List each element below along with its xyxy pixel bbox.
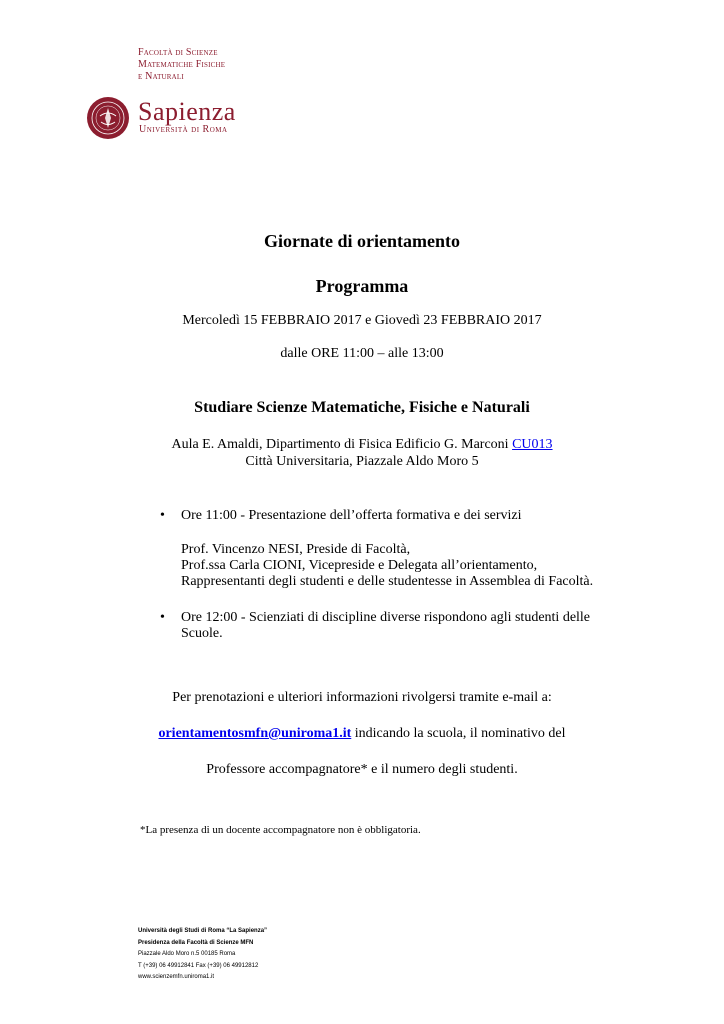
logo-subtitle: Università di Roma [139, 124, 228, 135]
booking-line-1: Per prenotazioni e ulteriori informazioni rivolgersi tramite e-mail a: [172, 690, 552, 705]
location-line-2: Città Universitaria, Piazzale Aldo Moro 5 [245, 454, 479, 469]
booking-line-3: Professore accompagnatore* e il numero degli studenti. [206, 762, 518, 777]
page-title: Giornate di orientamento [264, 231, 460, 251]
speaker-line: Prof.ssa Carla CIONI, Vicepreside e Delegata all’orientamento, [181, 558, 538, 573]
program-item-2: Ore 12:00 - Scienziati di discipline diverse rispondono agli studenti delle [181, 610, 591, 625]
page-subtitle: Programma [315, 276, 409, 296]
location-text: Aula E. Amaldi, Dipartimento di Fisica Edificio G. Marconi [171, 437, 513, 452]
section-title: Studiare Scienze Matematiche, Fisiche e Naturali [194, 399, 530, 416]
footnote: *La presenza di un docente accompagnatore non è obbligatoria. [140, 824, 421, 836]
program-item-2-cont: Scuole. [181, 626, 223, 641]
event-dates: Mercoledì 15 FEBBRAIO 2017 e Giovedì 23 FEBBRAIO 2017 [182, 313, 542, 328]
booking-text: indicando la scuola, il nominativo del [351, 726, 566, 741]
faculty-line-1: Facoltà di Scienze [138, 47, 218, 58]
speaker-line: Rappresentanti degli studenti e delle studentesse in Assemblea di Facoltà. [181, 574, 594, 589]
bullet-icon: • [160, 610, 165, 625]
sapienza-seal-icon [86, 96, 130, 140]
logo-name: Sapienza [138, 97, 236, 126]
program-item-1: Ore 11:00 - Presentazione dell’offerta formativa e dei servizi [181, 508, 522, 523]
bullet-icon: • [160, 508, 165, 523]
faculty-name [138, 47, 225, 83]
location-line-1 [0, 437, 724, 453]
room-link[interactable]: CU013 [512, 437, 553, 452]
footer [138, 926, 267, 984]
footer-office: Presidenza della Facoltà di Scienze MFN [138, 939, 254, 946]
footer-website: www.scienzemfn.uniroma1.it [138, 974, 215, 980]
footer-phone: T (+39) 06 49912841 Fax (+39) 06 49912812 [138, 962, 259, 969]
faculty-line-3: e Naturali [138, 71, 184, 82]
event-time: dalle ORE 11:00 – alle 13:00 [280, 346, 444, 361]
faculty-line-2: Matematiche Fisiche [138, 59, 226, 70]
email-link[interactable]: orientamentosmfn@uniroma1.it [158, 726, 352, 741]
booking-line-2 [0, 726, 724, 742]
footer-address: Piazzale Aldo Moro n.5 00185 Roma [138, 951, 236, 957]
footer-university: Università degli Studi di Roma “La Sapienza” [138, 928, 268, 934]
speaker-line: Prof. Vincenzo NESI, Preside di Facoltà, [181, 542, 411, 557]
